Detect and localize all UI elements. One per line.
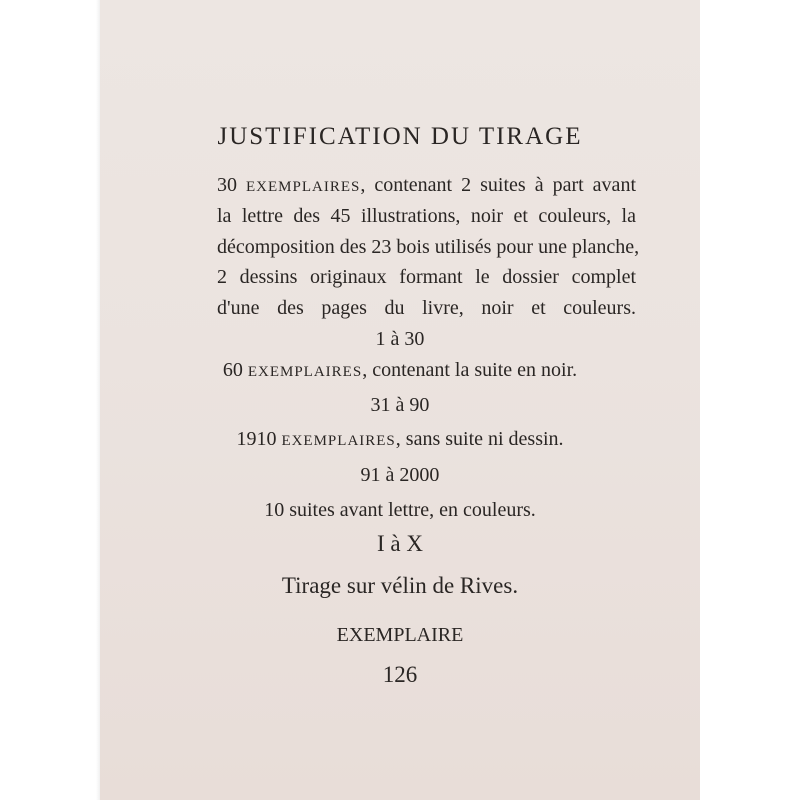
- edition-3-rest: , sans suite ni dessin.: [395, 428, 564, 450]
- edition-2-range: 31 à 90: [370, 394, 430, 416]
- edition-2-line: [100, 357, 700, 385]
- edition-1-caps: EXEMPLAIRES: [246, 179, 361, 195]
- copy-number: 126: [382, 662, 418, 687]
- edition-1-count: 30: [217, 174, 247, 196]
- copy-label: EXEMPLAIRE: [336, 624, 464, 646]
- paper-note: Tirage sur vélin de Rives.: [281, 573, 519, 598]
- edition-3-caps: EXEMPLAIRES: [281, 433, 396, 449]
- edition-1-range: 1 à 30: [375, 328, 425, 350]
- page-title: JUSTIFICATION DU TIRAGE: [217, 123, 583, 150]
- suites-line: 10 suites avant lettre, en couleurs.: [264, 499, 536, 521]
- edition-2-count: 60: [222, 359, 248, 381]
- edition-1-rest: , contenant 2 suites à part avant: [360, 174, 636, 196]
- edition-1-line-4: 2 dessins originaux formant le dossier complet: [217, 266, 636, 288]
- edition-3-line: [100, 426, 700, 454]
- edition-3-range: 91 à 2000: [360, 464, 440, 486]
- edition-2-rest: , contenant la suite en noir.: [362, 359, 578, 381]
- edition-3-count: 1910: [236, 428, 282, 450]
- edition-1-line-5: d'une des pages du livre, noir et couleurs.: [217, 297, 636, 319]
- edition-1-line-3: décomposition des 23 bois utilisés pour une planche,: [217, 236, 640, 258]
- suites-range: I à X: [377, 531, 423, 556]
- edition-1-line-1: [217, 172, 636, 200]
- edition-2-caps: EXEMPLAIRES: [247, 364, 363, 380]
- edition-1-line-2: la lettre des 45 illustrations, noir et couleurs, la: [217, 205, 636, 227]
